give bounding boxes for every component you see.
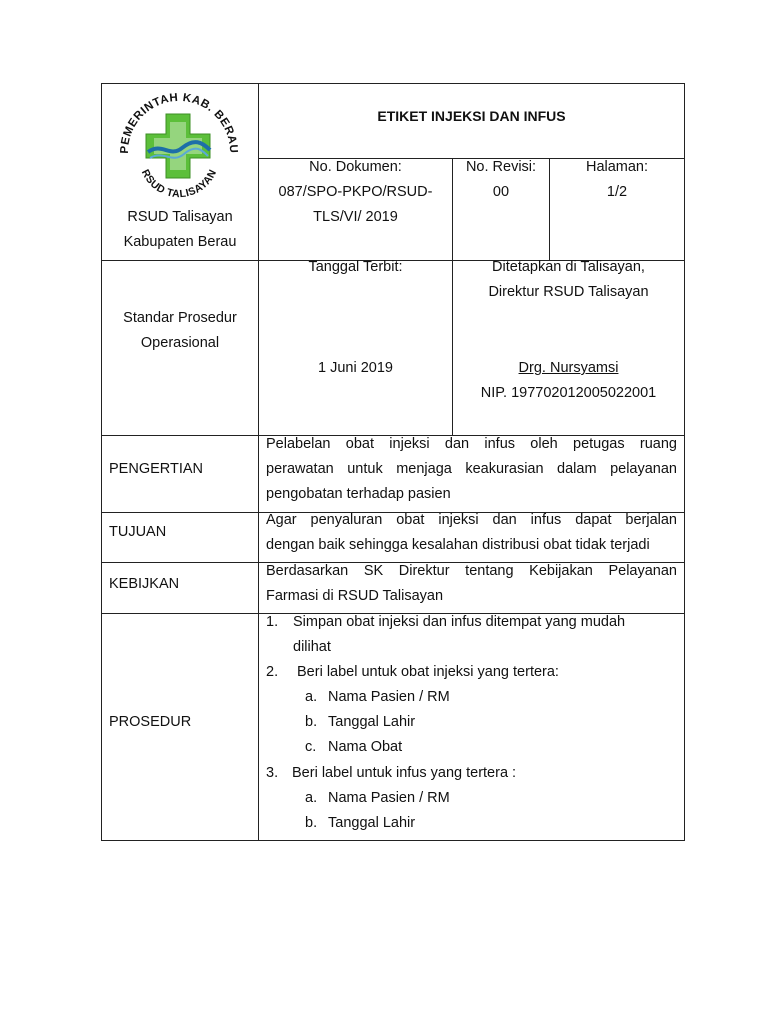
- step-3b-text: Tanggal Lahir: [328, 815, 416, 831]
- logo-text-bottom: RSUD TALISAYAN: [138, 167, 220, 201]
- approved-by: Direktur RSUD Talisayan: [488, 284, 649, 300]
- step-3a-text: Nama Pasien / RM: [328, 790, 450, 806]
- logo-text-top: PEMERINTAH KAB. BERAU: [118, 92, 240, 154]
- step-2a-marker: a.: [305, 689, 318, 705]
- page-value: 1/2: [606, 184, 628, 200]
- hospital-name: RSUD Talisayan: [127, 209, 233, 225]
- step-3b-marker: b.: [305, 815, 318, 831]
- doc-number-line1: 087/SPO-PKPO/RSUD-: [278, 184, 433, 200]
- pengertian-line3: pengobatan terhadap pasien: [266, 486, 451, 502]
- hospital-logo: [118, 92, 240, 204]
- tujuan-line2: dengan baik sehingga kesalahan distribusi obat tidak terjadi: [266, 537, 650, 553]
- kebijakan-label: KEBIJKAN: [109, 576, 180, 592]
- regency-name: Kabupaten Berau: [123, 234, 237, 250]
- issue-date-label: Tanggal Terbit:: [308, 259, 403, 275]
- step-1-text-line1: Simpan obat injeksi dan infus ditempat yang mudah: [293, 614, 626, 630]
- step-1-text-line2: dilihat: [293, 639, 331, 655]
- page-label: Halaman:: [585, 159, 649, 175]
- pengertian-line1: Pelabelan obat injeksi dan infus oleh petugas ruang: [266, 436, 677, 452]
- table-border-top: [101, 83, 685, 84]
- tujuan-label: TUJUAN: [109, 524, 167, 540]
- issue-date: 1 Juni 2019: [318, 360, 393, 376]
- step-1-number: 1.: [266, 614, 279, 630]
- step-2-text: Beri label untuk obat injeksi yang tertera:: [297, 664, 559, 680]
- spo-label-line1: Standar Prosedur: [123, 310, 237, 326]
- tujuan-line1: Agar penyaluran obat injeksi dan infus dapat berjalan: [266, 512, 677, 528]
- director-nip: NIP. 197702012005022001: [480, 385, 657, 401]
- pengertian-line2: perawatan untuk menjaga keakurasian dalam pelayanan: [266, 461, 677, 477]
- approved-place: Ditetapkan di Talisayan,: [492, 259, 645, 275]
- step-2c-text: Nama Obat: [328, 739, 403, 755]
- step-2a-text: Nama Pasien / RM: [328, 689, 450, 705]
- pengertian-label: PENGERTIAN: [109, 461, 204, 477]
- step-3-number: 3.: [266, 765, 279, 781]
- step-3a-marker: a.: [305, 790, 318, 806]
- step-2c-marker: c.: [305, 739, 317, 755]
- table-border-right: [684, 83, 685, 841]
- step-2b-text: Tanggal Lahir: [328, 714, 416, 730]
- kebijakan-line1: Berdasarkan SK Direktur tentang Kebijakan Pelayanan: [266, 563, 677, 579]
- director-name: Drg. Nursyamsi: [518, 360, 619, 376]
- spo-label-line2: Operasional: [140, 335, 220, 351]
- step-2b-marker: b.: [305, 714, 318, 730]
- revision-label: No. Revisi:: [465, 159, 537, 175]
- revision-value: 00: [492, 184, 510, 200]
- prosedur-label: PROSEDUR: [109, 714, 192, 730]
- step-2-number: 2.: [266, 664, 279, 680]
- table-border-left: [101, 83, 102, 841]
- kebijakan-line2: Farmasi di RSUD Talisayan: [266, 588, 444, 604]
- doc-number-label: No. Dokumen:: [309, 159, 402, 175]
- doc-number-line2: TLS/VI/ 2019: [313, 209, 398, 225]
- table-border-bottom: [101, 840, 685, 841]
- step-3-text: Beri label untuk infus yang tertera :: [292, 765, 517, 781]
- document-title: ETIKET INJEKSI DAN INFUS: [377, 108, 566, 124]
